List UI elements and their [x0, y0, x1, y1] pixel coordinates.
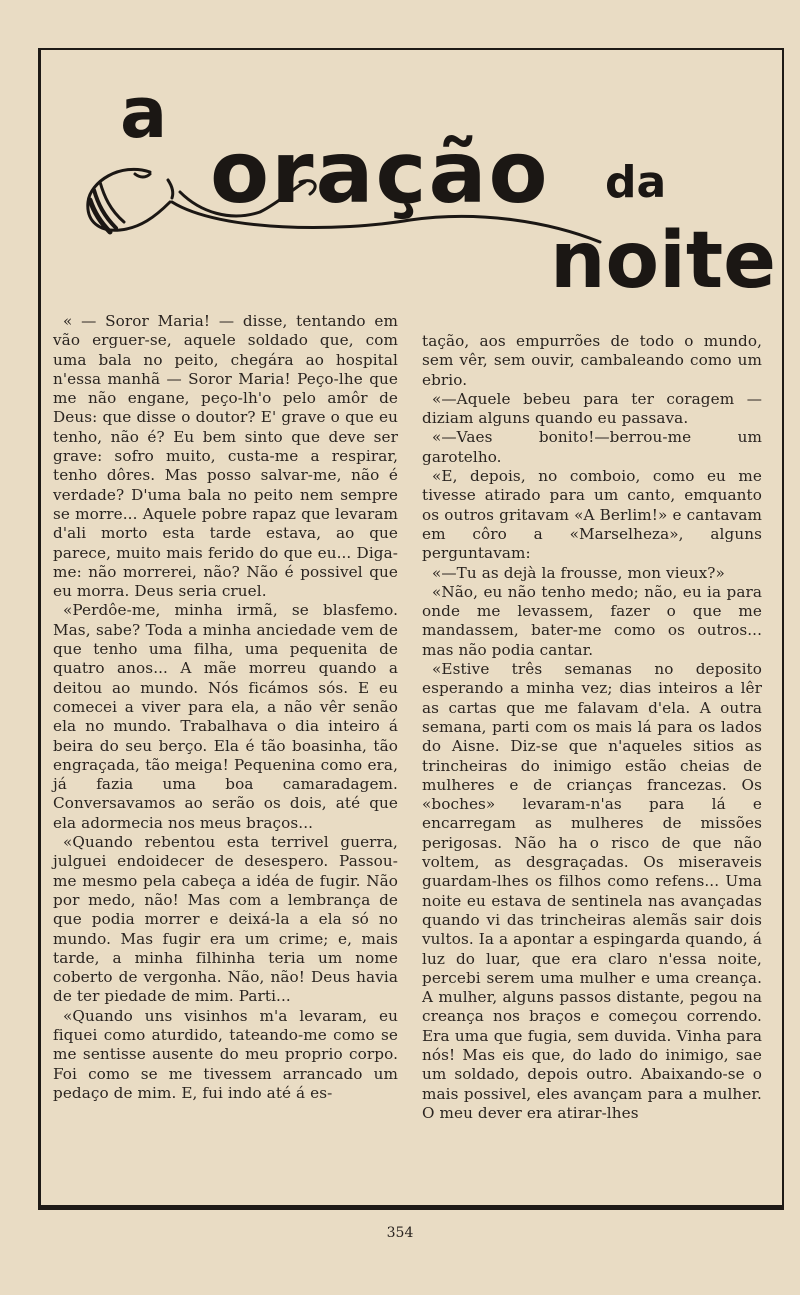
paragraph: «Quando uns visinhos m'a levaram, eu fiquei como aturdido, tateando-me como se me sentisse ausente do meu proprio corpo. Foi como se me tivessem arrancado um pedaço de mim. E, fui indo até á es- — [53, 1006, 398, 1102]
paragraph: « — Soror Maria! — disse, tentando em vão erguer-se, aquele soldado que, com uma bala no peito, chegára ao hospital n'essa manhã — Soror Maria! Peço-lhe que me não engane, peço-lh'o pelo amôr de Deus: que disse o doutor? E' grave o que eu tenho, não é? Eu bem sinto que deve ser grave: sofro muito, custa-me a respirar, tenho dôres. Mas posso salvar-me, não é verdade? D'uma bala no peito nem sempre se morre... Aquele pobre rapaz que levaram d'ali morto esta tarde estava, ao que parece, muito mais ferido do que eu... Diga-me: não morrerei, não? Não é possivel que eu morra. Deus seria cruel. — [53, 312, 398, 601]
paragraph: «Perdôe-me, minha irmã, se blasfemo. Mas, sabe? Toda a minha anciedade vem de que tenho uma filha, uma pequenita de quatro anos... A mãe morreu quando a deitou ao mundo. Nós ficámos sós. E eu comecei a viver para ela, a não vêr senão ela no mundo. Trabalhava o dia inteiro á beira do seu berço. Ela é tão boasinha, tão engraçada, tão meiga! Pequenina como era, já fazia uma boa camaradagem. Conversavamos ao serão os dois, até que ela adormecia nos meus braços... — [53, 601, 398, 832]
paragraph: «—Tu as dejà la frousse, mon vieux?» — [432, 563, 725, 582]
title-word-noite: noite — [550, 216, 777, 306]
text-column-left — [53, 312, 398, 1103]
paragraph: «Quando rebentou esta terrivel guerra, julguei endoidecer de desespero. Passou-me mesmo pela cabeça a idéa de fugir. Não por medo, não! Mas com a lembrança de que podia morrer e deixá-la a ela só no mundo. Mas fugir era um crime; e, mais tarde, a minha filhinha teria um nome coberto de vergonha. Não, não! Deus havia de ter piedade de mim. Parti... — [53, 833, 398, 1006]
title-word-da: da — [605, 157, 667, 208]
paragraph: «E, depois, no comboio, como eu me tivesse atirado para um canto, emquanto os outros gritavam «A Berlim!» e cantavam em côro a «Marselheza», alguns perguntavam: — [422, 467, 762, 563]
paragraph: «Estive três semanas no deposito esperando a minha vez; dias inteiros a lêr as cartas que me falavam d'ela. A outra semana, parti com os mais lá para os lados do Aisne. Diz-se que n'aqueles sitios as trincheiras do inimigo estão cheias de mulheres e de crianças francezas. Os «boches» levaram-n'as para lá e encarregam as mulheres de missões perigosas. Não ha o risco de que não voltem, as desgraçadas. Os miseraveis guardam-lhes os filhos como refens... Uma noite eu estava de sentinela nas avançadas quando vi das trincheiras alemãs sair dois vultos. Ia a apontar a espingarda quando, á luz do luar, que era claro n'essa noite, percebi serem uma mulher e uma creança. A mulher, alguns passos distante, pegou na creança nos braços e começou correndo. Era uma que fugia, sem duvida. Vinha para nós! Mas eis que, do lado do inimigo, sae um soldado, depois outro. Abaixando-se o mais possivel, eles avançam para a mulher. O meu dever era atirar-lhes — [422, 660, 762, 1122]
paragraph: «Não, eu não tenho medo; não, eu ia para onde me levassem, fazer o que me mandassem, bater-me como os outros... mas não podia cantar. — [422, 582, 762, 659]
text-column-right — [422, 332, 762, 1123]
title-lettering — [120, 72, 776, 306]
title-illustration — [80, 72, 777, 312]
paragraph: «—Aquele bebeu para ter coragem — diziam alguns quando eu passava. — [422, 389, 762, 428]
paragraph: «—Vaes bonito!—berrou-me um garotelho. — [422, 428, 762, 466]
title-word-a: a — [120, 72, 168, 154]
paragraph: tação, aos empurrões de todo o mundo, sem vêr, sem ouvir, cambaleando como um ebrio. — [422, 332, 762, 389]
page-number: 354 — [386, 1225, 414, 1241]
title-word-oracao: oração — [210, 123, 550, 223]
